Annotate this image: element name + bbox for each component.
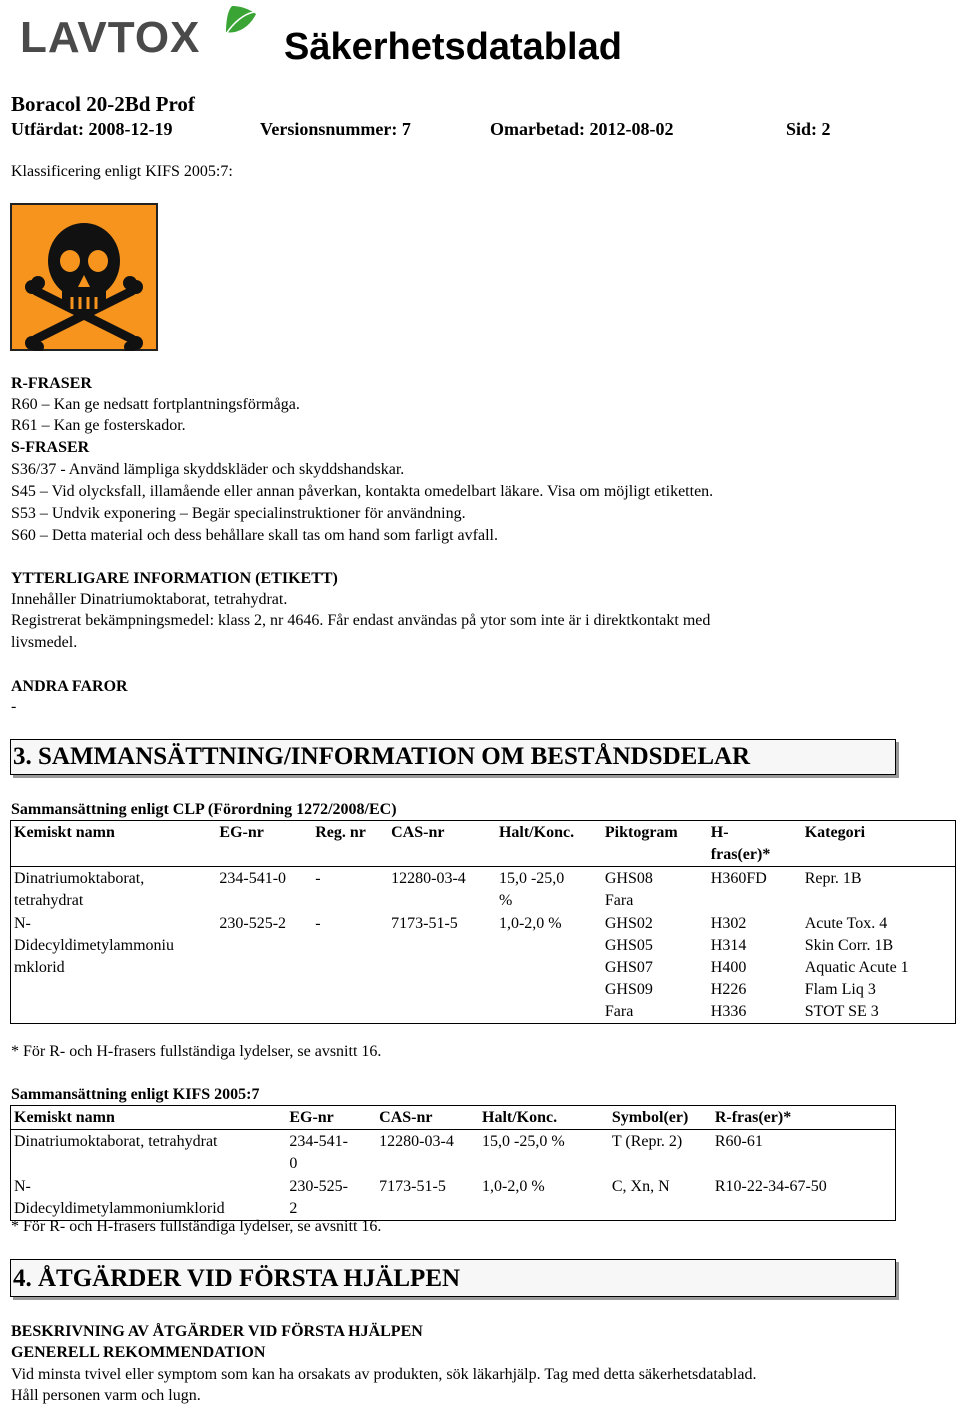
kifs-title: Sammansättning enligt KIFS 2005:7 <box>11 1086 260 1103</box>
column-header: CAS-nr <box>388 821 496 867</box>
document-title: Säkerhetsdatablad <box>284 26 622 68</box>
r-phrase: R61 – Kan ge fosterskador. <box>11 417 186 434</box>
table-row <box>11 912 956 1024</box>
page-number: Sid: 2 <box>786 119 831 139</box>
s-phrase: S60 – Detta material och dess behållare skall tas om hand som farligt avfall. <box>11 527 498 544</box>
kifs-footnote: * För R- och H-frasers fullständiga lydelser, se avsnitt 16. <box>11 1218 382 1235</box>
clp-footnote: * För R- och H-frasers fullständiga lydelser, se avsnitt 16. <box>11 1043 382 1060</box>
version-number: Versionsnummer: 7 <box>260 119 411 139</box>
table-cell: GHS08 Fara <box>604 870 653 909</box>
table-cell: 12280-03-4 <box>391 870 466 887</box>
s-phrases-title: S-FRASER <box>11 439 90 456</box>
r-phrase: R60 – Kan ge nedsatt fortplantningsförmåga. <box>11 396 300 413</box>
column-header: CAS-nr <box>376 1106 479 1130</box>
table-cell: Repr. 1B <box>804 870 862 887</box>
table-cell: Dinatriumoktaborat, tetrahydrat <box>14 870 145 909</box>
table-cell: 12280-03-4 <box>379 1133 454 1150</box>
table-cell: C, Xn, N <box>611 1178 670 1195</box>
other-hazards-value: - <box>11 698 17 715</box>
lavtox-logo <box>20 4 260 60</box>
classification-label: Klassificering enligt KIFS 2005:7: <box>11 163 233 180</box>
table-cell: H302 H314 H400 H226 H336 <box>710 915 747 1020</box>
table-row <box>11 867 956 913</box>
table-cell: - <box>315 915 321 932</box>
general-recommendation-title: GENERELL REKOMMENDATION <box>11 1344 266 1361</box>
column-header: Halt/Konc. <box>479 1106 609 1130</box>
column-header: Kemiskt namn <box>11 821 217 867</box>
table-cell: 15,0 -25,0 % <box>482 1133 565 1150</box>
r-phrases-title: R-FRASER <box>11 375 92 392</box>
s-phrase: S53 – Undvik exponering – Begär specialinstruktioner för användning. <box>11 505 466 522</box>
table-cell: R60-61 <box>714 1133 763 1150</box>
first-aid-subtitle: BESKRIVNING AV ÅTGÄRDER VID FÖRSTA HJÄLPEN <box>11 1323 423 1340</box>
first-aid-line: Håll personen varm och lugn. <box>11 1387 201 1404</box>
column-header: Kemiskt namn <box>11 1106 287 1130</box>
column-header: Halt/Konc. <box>496 821 602 867</box>
additional-info-line: Registrerat bekämpningsmedel: klass 2, nr 4646. Får endast användas på ytor som inte är i direktkontakt med <box>11 612 711 629</box>
svg-text:LAVTOX: LAVTOX <box>20 13 201 60</box>
section-4-heading: 4. ÅTGÄRDER VID FÖRSTA HJÄLPEN <box>10 1259 896 1297</box>
column-header: Kategori <box>802 821 956 867</box>
additional-info-line: livsmedel. <box>11 634 78 651</box>
skull-crossbones-icon <box>10 203 158 351</box>
table-header-row <box>11 1106 896 1130</box>
table-cell: - <box>315 870 321 887</box>
kifs-composition-table <box>10 1105 896 1221</box>
additional-info-line: Innehåller Dinatriumoktaborat, tetrahydrat. <box>11 591 288 608</box>
other-hazards-title: ANDRA FAROR <box>11 678 128 695</box>
table-cell: 7173-51-5 <box>379 1178 446 1195</box>
column-header: R-fras(er)* <box>712 1106 896 1130</box>
revised-date: Omarbetad: 2012-08-02 <box>490 119 674 139</box>
s-phrase: S45 – Vid olycksfall, illamående eller annan påverkan, kontakta omedelbart läkare. Visa om möjligt etiketten. <box>11 483 714 500</box>
issued-date: Utfärdat: 2008-12-19 <box>11 119 173 139</box>
column-header: EG-nr <box>216 821 312 867</box>
table-cell: 230-525-2 <box>219 915 287 932</box>
table-cell: H360FD <box>710 870 767 887</box>
table-cell: Acute Tox. 4 Skin Corr. 1B Aquatic Acute 1 Flam Liq 3 STOT SE 3 <box>804 915 909 1020</box>
additional-info-title: YTTERLIGARE INFORMATION (ETIKETT) <box>11 570 338 587</box>
table-cell: 234-541- 0 <box>289 1133 348 1172</box>
table-row <box>11 1130 896 1176</box>
table-row <box>11 1175 896 1221</box>
table-cell: T (Repr. 2) <box>611 1133 683 1150</box>
table-cell: 7173-51-5 <box>391 915 458 932</box>
column-header: Reg. nr <box>312 821 388 867</box>
table-cell: 230-525- 2 <box>289 1178 348 1217</box>
column-header: Piktogram <box>602 821 708 867</box>
product-name: Boracol 20-2Bd Prof <box>11 92 195 116</box>
column-header: EG-nr <box>286 1106 376 1130</box>
table-header-row <box>11 821 956 867</box>
table-cell: GHS02 GHS05 GHS07 GHS09 Fara <box>604 915 653 1020</box>
section-3-heading: 3. SAMMANSÄTTNING/INFORMATION OM BESTÅNDSDELAR <box>10 739 896 775</box>
table-cell: 15,0 -25,0 % <box>498 870 565 909</box>
table-cell: 1,0-2,0 % <box>482 1178 545 1195</box>
table-cell: N- Didecyldimetylammoniumklorid <box>14 1178 225 1217</box>
table-cell: N- Didecyldimetylammoniu mklorid <box>14 915 174 976</box>
table-cell: R10-22-34-67-50 <box>714 1178 827 1195</box>
first-aid-line: Vid minsta tvivel eller symptom som kan ha orsakats av produkten, sök läkarhjälp. Tag med detta säkerhetsdatablad. <box>11 1366 757 1383</box>
table-cell: 234-541-0 <box>219 870 287 887</box>
table-cell: Dinatriumoktaborat, tetrahydrat <box>14 1133 218 1150</box>
table-cell: 1,0-2,0 % <box>498 915 562 932</box>
column-header: Symbol(er) <box>609 1106 712 1130</box>
clp-composition-table <box>10 820 956 1024</box>
s-phrase: S36/37 - Använd lämpliga skyddskläder och skyddshandskar. <box>11 461 405 478</box>
clp-title: Sammansättning enligt CLP (Förordning 1272/2008/EC) <box>11 801 397 818</box>
column-header: H- fras(er)* <box>708 821 802 867</box>
